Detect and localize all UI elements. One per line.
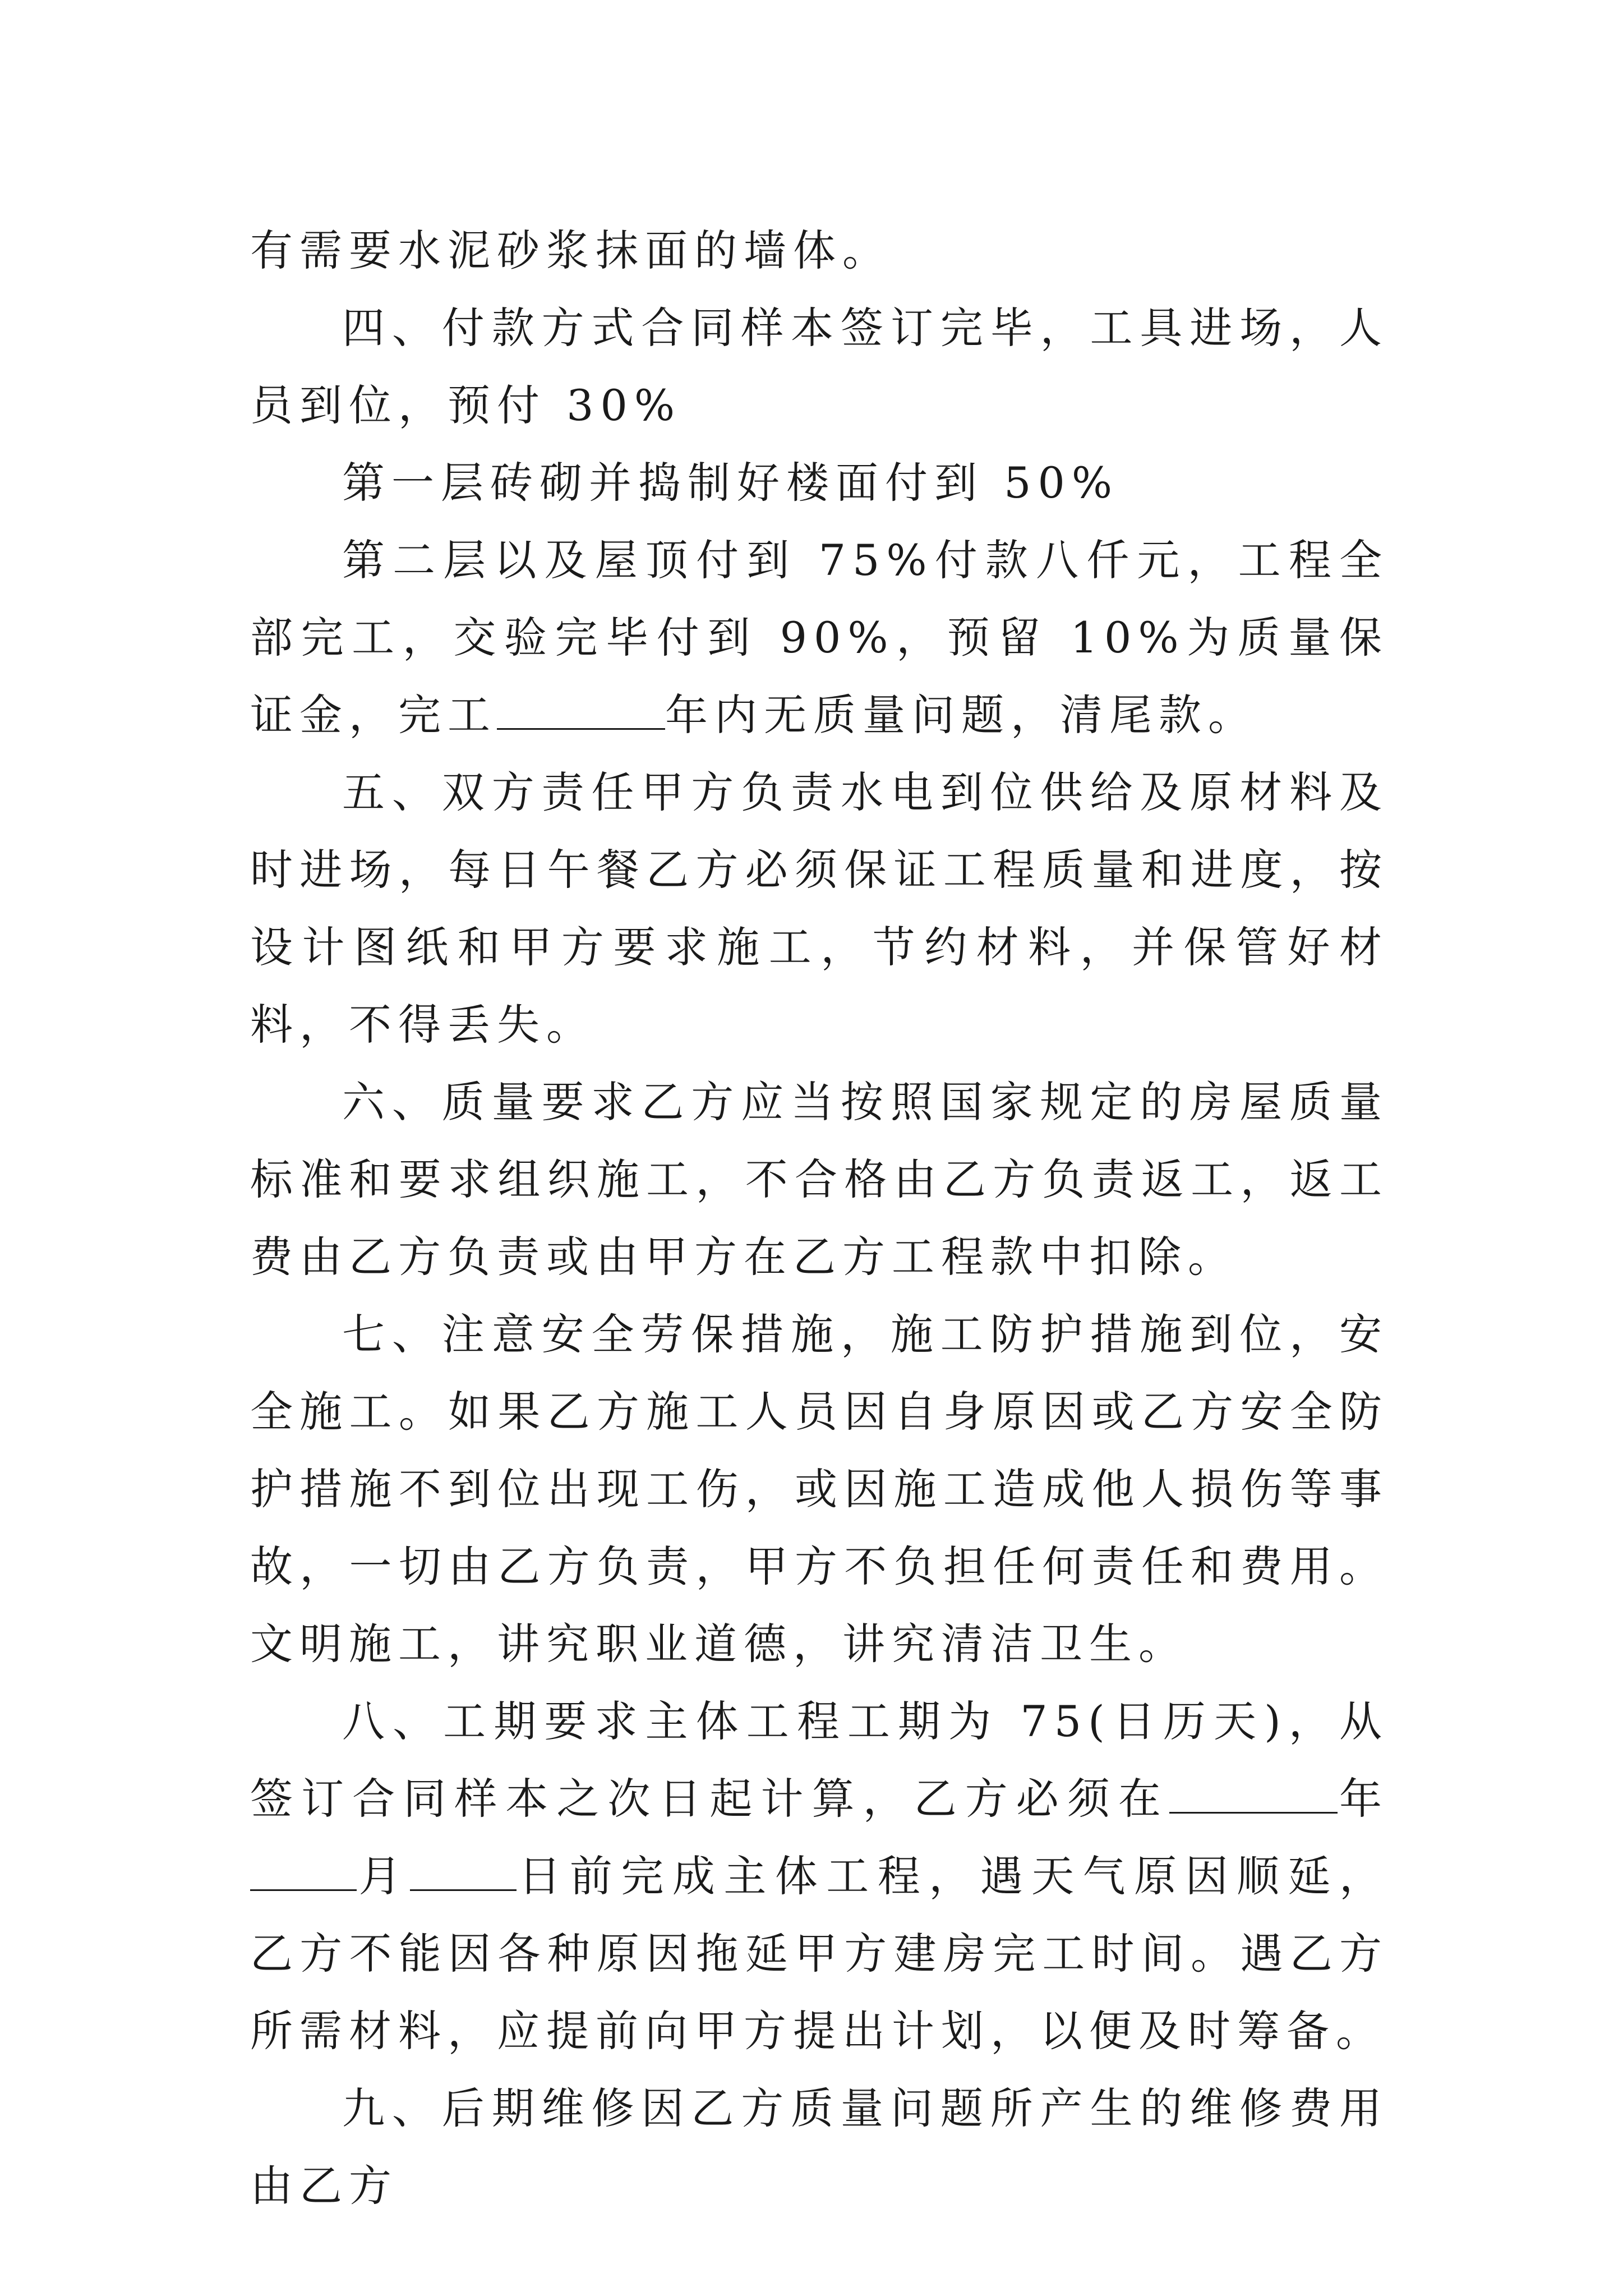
paragraph-schedule bbox=[250, 1683, 1389, 2070]
paragraph-second-floor-payment bbox=[250, 522, 1389, 754]
paragraph-payment-method bbox=[250, 289, 1389, 444]
paragraph-text: 第二层以及屋顶付到 75%付款八仟元，工程全部完工，交验完毕付到 90%，预留 10%为质量保证金，完工 bbox=[250, 535, 1389, 740]
paragraph-text: 第一层砖砌并捣制好楼面付到 50% bbox=[342, 458, 1119, 508]
paragraph-responsibilities bbox=[250, 754, 1389, 1064]
paragraph-wall-plaster bbox=[250, 212, 1389, 289]
paragraph-safety bbox=[250, 1296, 1389, 1683]
paragraph-text: 四、付款方式合同样本签订完毕，工具进场，人员到位，预付 30% bbox=[250, 303, 1389, 430]
blank-year bbox=[1169, 1778, 1338, 1814]
paragraph-maintenance bbox=[250, 2070, 1389, 2225]
paragraph-quality-requirements bbox=[250, 1064, 1389, 1296]
document-body bbox=[250, 212, 1389, 2225]
blank-month bbox=[250, 1856, 357, 1891]
blank-day bbox=[410, 1856, 517, 1891]
paragraph-text: 年 bbox=[1337, 1774, 1389, 1824]
paragraph-text: 九、后期维修因乙方质量问题所产生的维修费用由乙方 bbox=[250, 2083, 1389, 2211]
paragraph-first-floor-payment bbox=[250, 444, 1389, 522]
paragraph-text: 八、工期要求主体工程工期为 75(日历天)，从签订合同样本之次日起计算，乙方必须在 bbox=[250, 1696, 1389, 1824]
paragraph-text: 日前完成主体工程，遇天气原因顺延，乙方不能因各种原因拖延甲方建房完工时间。遇乙方所需材料，应提前向甲方提出计划，以便及时筹备。 bbox=[250, 1851, 1389, 2056]
paragraph-text: 五、双方责任甲方负责水电到位供给及原材料及时进场，每日午餐乙方必须保证工程质量和进度，按设计图纸和甲方要求施工，节约材料，并保管好材料，不得丢失。 bbox=[250, 767, 1389, 1050]
blank-warranty-years bbox=[497, 694, 665, 730]
paragraph-text: 有需要水泥砂浆抹面的墙体。 bbox=[250, 226, 892, 275]
paragraph-text: 六、质量要求乙方应当按照国家规定的房屋质量标准和要求组织施工，不合格由乙方负责返工，返工费由乙方负责或由甲方在乙方工程款中扣除。 bbox=[250, 1077, 1389, 1282]
paragraph-text: 七、注意安全劳保措施，施工防护措施到位，安全施工。如果乙方施工人员因自身原因或乙方安全防护措施不到位出现工伤，或因施工造成他人损伤等事故，一切由乙方负责，甲方不负担任何责任和费用。文明施工，讲究职业道德，讲究清洁卫生。 bbox=[250, 1309, 1389, 1669]
paragraph-text: 月 bbox=[357, 1851, 410, 1901]
paragraph-text: 年内无质量问题，清尾款。 bbox=[665, 690, 1257, 740]
